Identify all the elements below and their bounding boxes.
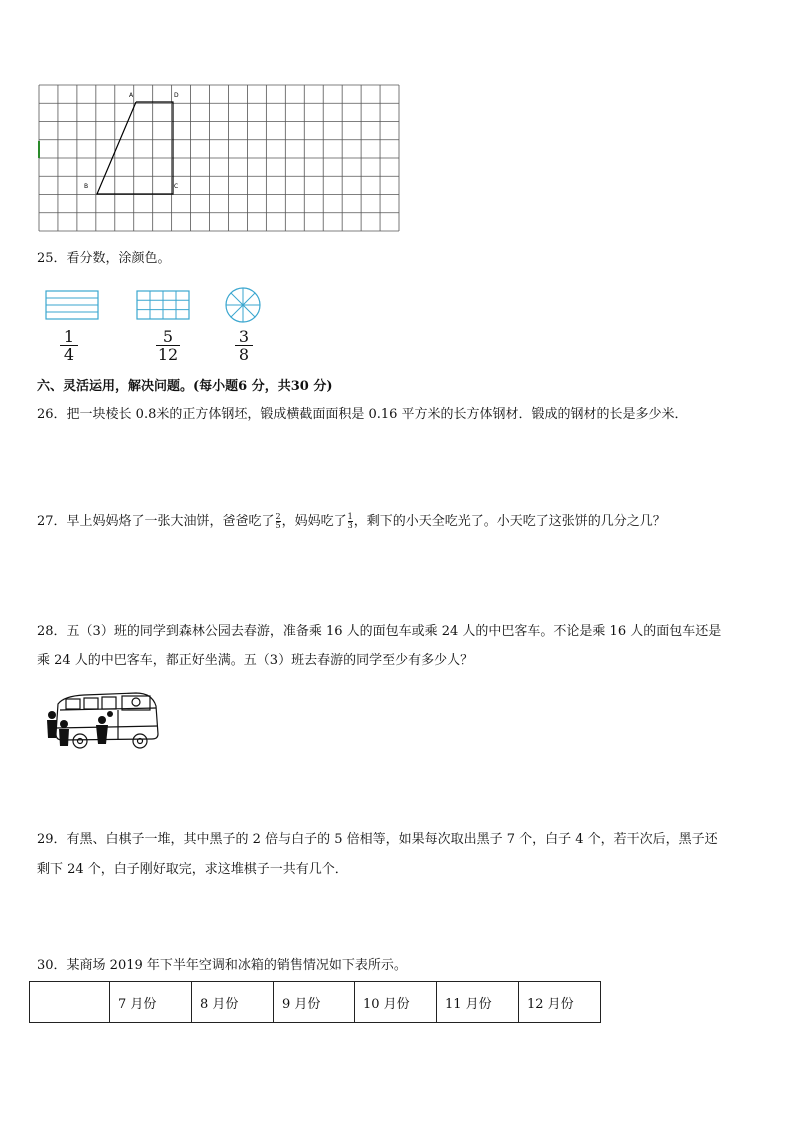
question-28-line2: 乘 24 人的中巴客车，都正好坐满。五（3）班去春游的同学至少有多少人？ <box>37 653 474 668</box>
question-27-part3: ，剩下的小天全吃光了。小天吃了这张饼的几分之几？ <box>353 514 666 529</box>
shape-rect-4-parts <box>45 290 99 320</box>
table-header-cell <box>30 982 110 1023</box>
fraction-denominator: 12 <box>157 345 179 364</box>
fraction-numerator: 5 <box>162 327 174 346</box>
shape-rect-12-parts <box>136 290 190 320</box>
grid-figure <box>38 84 400 232</box>
fraction-denominator: 3 <box>347 521 353 530</box>
table-header-cell: 7 月份 <box>110 982 192 1023</box>
point-label-d: D <box>174 92 179 99</box>
table-header-cell: 9 月份 <box>274 982 355 1023</box>
trapezoid-abcd <box>97 102 173 194</box>
question-29-line1: 29．有黑、白棋子一堆，其中黑子的 2 倍与白子的 5 倍相等，如果每次取出黑子 7 个，白子 4 个，若干次后，黑子还 <box>37 832 718 847</box>
question-26: 26．把一块棱长 0.8米的正方体钢坯，锻成横截面面积是 0.16 平方米的长方体钢材．锻成的钢材的长是多少米． <box>37 407 688 422</box>
question-30: 30．某商场 2019 年下半年空调和冰箱的销售情况如下表所示。 <box>37 958 407 973</box>
grid-marker <box>38 141 40 158</box>
fraction-numerator: 3 <box>238 327 250 346</box>
table-header-cell: 11 月份 <box>437 982 519 1023</box>
question-27-part1: 27．早上妈妈烙了一张大油饼，爸爸吃了 <box>37 514 275 529</box>
table-header-cell: 10 月份 <box>355 982 437 1023</box>
point-label-c: C <box>174 183 179 190</box>
fraction-2-5-inline <box>276 513 281 530</box>
fraction-denominator: 8 <box>238 345 250 364</box>
question-27 <box>37 512 666 532</box>
fraction-1-3-inline <box>348 513 353 530</box>
section-6-heading: 六、灵活运用，解决问题。(每小题6 分，共30 分) <box>37 379 333 394</box>
fraction-numerator: 1 <box>63 327 75 346</box>
table-header-row <box>30 982 601 1023</box>
question-29-line2: 剩下 24 个，白子刚好取完，求这堆棋子一共有几个． <box>37 862 348 877</box>
fraction-numerator: 2 <box>275 512 281 521</box>
question-28-line1: 28．五（3）班的同学到森林公园去春游，准备乘 16 人的面包车或乘 24 人的中巴客车。不论是乘 16 人的面包车还是 <box>37 624 722 639</box>
table-header-cell: 8 月份 <box>192 982 274 1023</box>
sales-table <box>29 981 601 1023</box>
fraction-3-8 <box>233 328 255 363</box>
point-label-b: B <box>84 183 89 190</box>
fraction-5-12 <box>155 328 181 363</box>
fraction-denominator: 5 <box>275 521 281 530</box>
shape-circle-8-parts <box>224 286 262 324</box>
fraction-numerator: 1 <box>347 512 353 521</box>
question-25: 25．看分数，涂颜色。 <box>37 251 171 266</box>
question-27-part2: ，妈妈吃了 <box>281 514 347 529</box>
point-label-a: A <box>129 92 134 99</box>
fraction-denominator: 4 <box>63 345 75 364</box>
fraction-1-4 <box>58 328 80 363</box>
table-header-cell: 12 月份 <box>519 982 601 1023</box>
bus-illustration <box>44 690 162 750</box>
